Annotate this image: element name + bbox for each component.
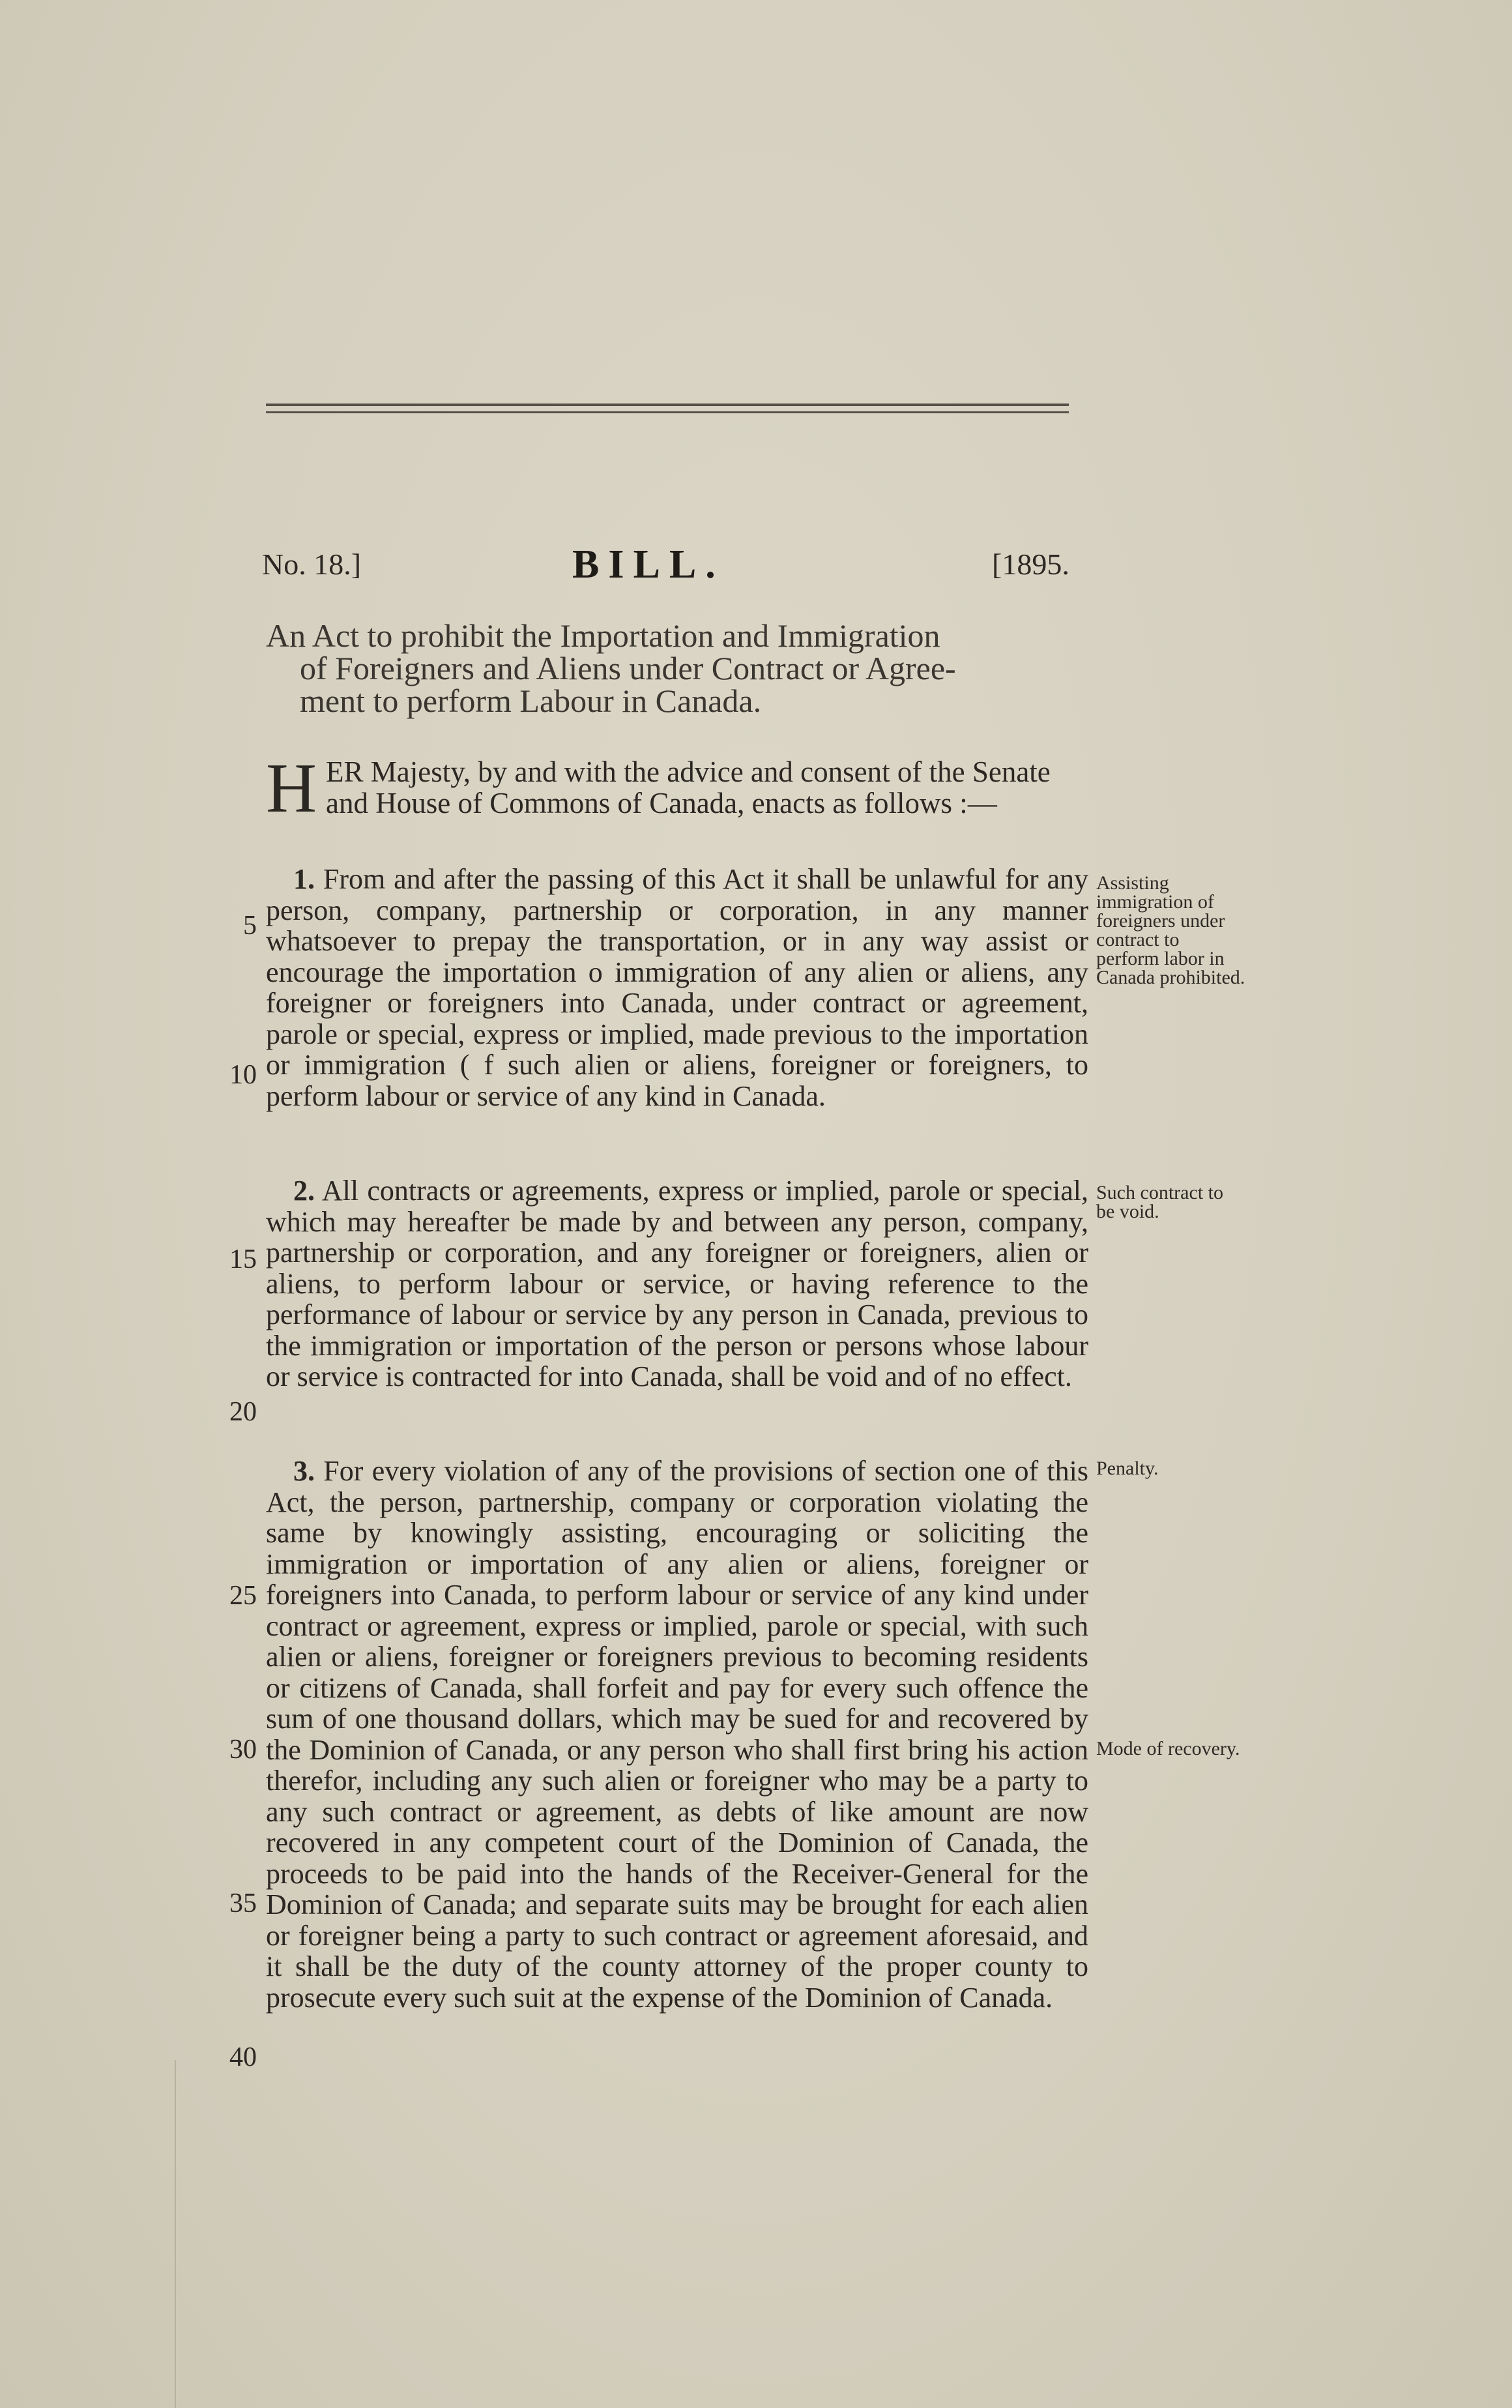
bill-year: [1895. <box>992 548 1069 581</box>
enacting-clause <box>266 750 1086 827</box>
margin-note-penalty: Penalty. <box>1096 1458 1159 1479</box>
page-fold-line <box>175 2060 176 2408</box>
header-rule-bottom <box>266 411 1069 413</box>
line-number: 10 <box>229 1060 257 1090</box>
line-number: 25 <box>229 1581 257 1611</box>
act-title <box>266 619 1086 717</box>
section-3-number: 3. <box>293 1455 315 1487</box>
drop-capital: H <box>266 750 317 827</box>
section-2 <box>266 1175 1088 1392</box>
line-number: 5 <box>243 911 257 941</box>
line-number: 20 <box>229 1397 257 1427</box>
line-number: 15 <box>229 1244 257 1274</box>
line-number: 35 <box>229 1888 257 1918</box>
act-title-line-1: An Act to prohibit the Importation and Immigration <box>266 617 940 654</box>
section-3 <box>266 1456 1088 2013</box>
section-3-text: For every violation of any of the provisions of section one of this Act, the person, partnership, company or corporation violating the same by knowingly assisting, encouraging or soliciting the immigration or importation of any alien or aliens, foreigner or foreigners into Canada, to perform labour or service of any kind under contract or agreement, express or implied, parole or special, with such alien or aliens, foreigner or foreigners previous to becoming residents or citizens of Canada, shall forfeit and pay for every such offence the sum of one thousand dollars, which may be sued for and recovered by the Dominion of Canada, or any person who shall first bring his action therefor, including any such alien or foreigner who may be a party to any such contract or agreement, as debts of like amount are now recovered in any competent court of the Dominion of Canada, the proceeds to be paid into the hands of the Receiver-General for the Dominion of Canada; and separate suits may be brought for each alien or foreigner being a party to such contract or agreement aforesaid, and it shall be the duty of the county attorney of the proper county to prosecute every such suit at the expense of the Dominion of Canada. <box>266 1455 1089 2014</box>
section-1-text: From and after the passing of this Act it shall be unlawful for any person, company, partnership or corporation, in any manner whatsoever to prepay the transportation, or in any way assist or encourage the importation o immigration of any alien or aliens, any foreigner or foreigners into Canada, under contract or agreement, parole or special, express or implied, made previous to the importation or immigration ( f such alien or aliens, foreigner or foreigners, to perform labour or service of any kind in Canada. <box>266 863 1088 1112</box>
enacting-clause-text: ER Majesty, by and with the advice and consent of the Senate and House of Commons of Canada, enacts as follows :— <box>326 756 1051 819</box>
section-1 <box>266 864 1088 1111</box>
header-rule-top <box>266 404 1069 406</box>
section-2-text: All contracts or agreements, express or implied, parole or special, which may hereafter be made by and between any person, company, partnership or corporation, and any foreigner or foreigners, alien or aliens, to perform labour or service, or having reference to the performance of labour or service by any person in Canada, previous to the immigration or importation of the person or persons whose labour or service is contracted for into Canada, shall be void and of no effect. <box>266 1175 1088 1392</box>
section-2-number: 2. <box>293 1175 315 1207</box>
margin-note-recovery: Mode of recovery. <box>1096 1738 1240 1759</box>
section-1-number: 1. <box>293 863 315 895</box>
margin-note-section-2: Such contract to be void. <box>1096 1182 1223 1222</box>
act-title-line-3: ment to perform Labour in Canada. <box>300 683 762 719</box>
line-number: 40 <box>229 2042 257 2072</box>
bill-heading: BILL. <box>572 542 725 587</box>
bill-number: No. 18.] <box>262 548 362 581</box>
act-title-line-2: of Foreigners and Aliens under Contract or Agree- <box>300 650 956 686</box>
line-number: 30 <box>229 1735 257 1765</box>
margin-note-section-1: Assisting immigration of foreigners under contract to perform labor in Canada prohibited. <box>1096 872 1245 988</box>
